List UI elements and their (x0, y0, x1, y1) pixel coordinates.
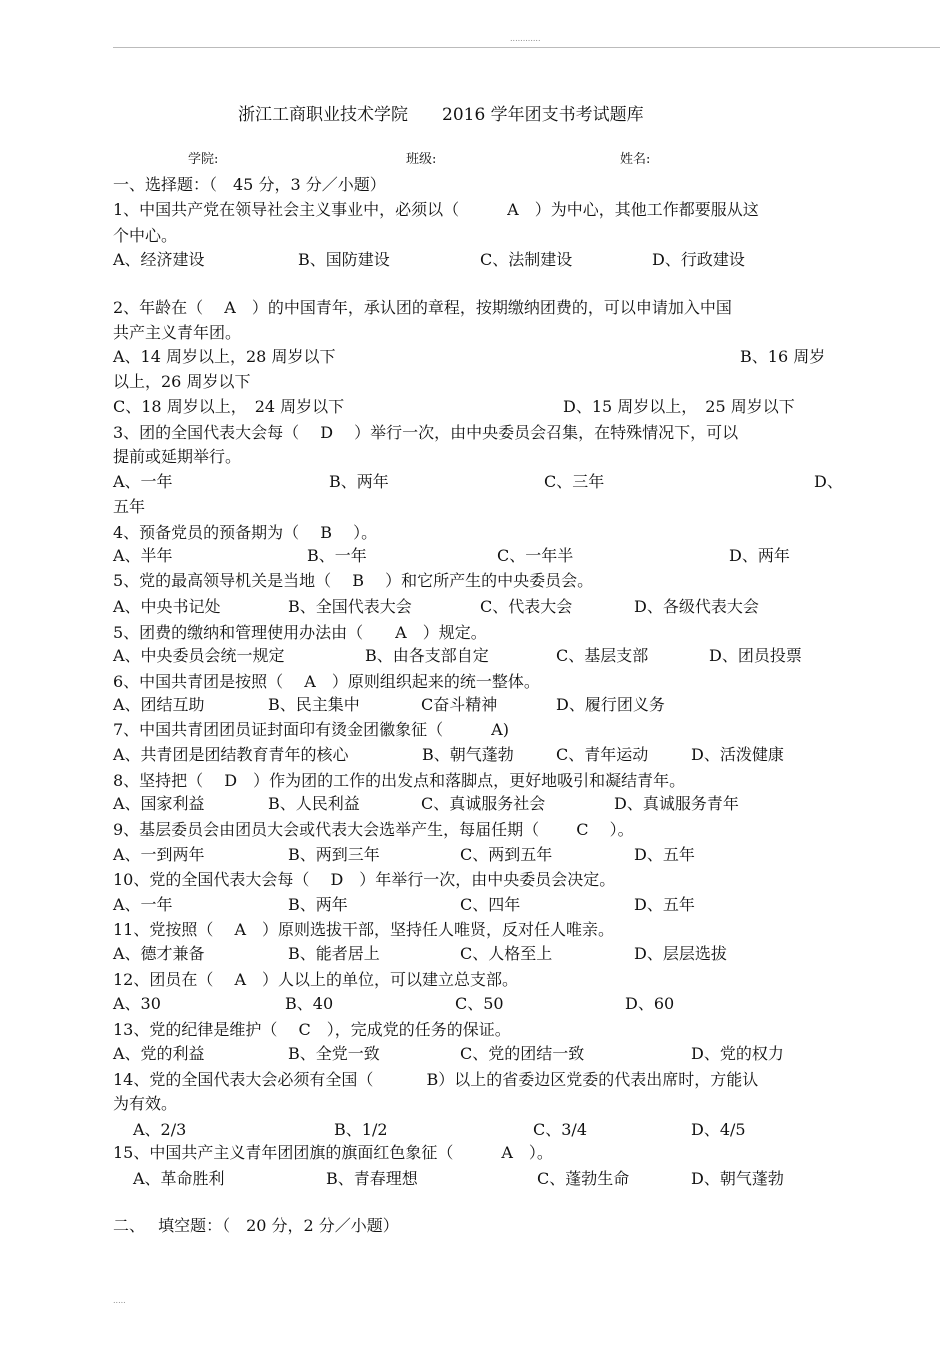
option-b: B、由各支部自定 (365, 646, 489, 665)
option-b: B、民主集中 (268, 695, 360, 714)
question-text: 12、团员在（ A ）人以上的单位，可以建立总支部。 (113, 970, 519, 989)
option-b: B、全国代表大会 (288, 597, 412, 616)
footer-dots: ..... (113, 1296, 126, 1305)
option-b: B、能者居上 (288, 944, 380, 963)
option-b: B、16 周岁 (740, 347, 826, 366)
question-text: 8、坚持把（ D ）作为团的工作的出发点和落脚点，更好地吸引和凝结青年。 (113, 771, 686, 790)
question-text: 4、预备党员的预备期为（ B ）。 (113, 523, 378, 542)
option-a: A、一年 (113, 895, 173, 914)
option-c: C、基层支部 (556, 646, 649, 665)
option-d: D、层层选拔 (634, 944, 727, 963)
option-c: C、一年半 (497, 546, 574, 565)
question-text: 3、团的全国代表大会每（ D ）举行一次，由中央委员会召集，在特殊情况下，可以 (113, 423, 739, 442)
option-c: C、三年 (544, 472, 605, 491)
option-d: D、4/5 (691, 1120, 746, 1139)
option-c: C、四年 (460, 895, 521, 914)
question-text: 6、中国共青团是按照（ A ）原则组织起来的统一整体。 (113, 672, 540, 691)
option-d: D、五年 (634, 845, 695, 864)
option-d: D、真诚服务青年 (614, 794, 739, 813)
option-a: A、半年 (113, 546, 173, 565)
question-text: 11、党按照（ A ）原则选拔干部，坚持任人唯贤，反对任人唯亲。 (113, 920, 615, 939)
field-label-college: 学院: (188, 152, 219, 167)
option-b: B、人民利益 (268, 794, 360, 813)
option-b: B、两到三年 (288, 845, 380, 864)
option-a: A、德才兼备 (113, 944, 205, 963)
section-heading-fill: 二、 填空题：（ 20 分，2 分／小题） (113, 1216, 399, 1235)
option-a: A、中央书记处 (113, 597, 221, 616)
option-c: C、法制建设 (480, 250, 573, 269)
option-a: A、一到两年 (113, 845, 205, 864)
question-text: 15、中国共产主义青年团团旗的旗面红色象征（ A ）。 (113, 1143, 553, 1162)
header-rule (113, 47, 940, 48)
question-text: 个中心。 (113, 226, 178, 245)
question-text: 5、党的最高领导机关是当地（ B ）和它所产生的中央委员会。 (113, 571, 594, 590)
option-d: D、党的权力 (691, 1044, 784, 1063)
question-text: 5、团费的缴纳和管理使用办法由（ A ）规定。 (113, 623, 487, 642)
option-a: A、2/3 (133, 1120, 187, 1139)
question-text: 7、中国共青团团员证封面印有烫金团徽象征（ A) (113, 720, 509, 739)
option-c: C、真诚服务社会 (421, 794, 546, 813)
option-d: D、活泼健康 (691, 745, 784, 764)
question-text: 10、党的全国代表大会每（ D ）年举行一次，由中央委员会决定。 (113, 870, 616, 889)
option-c: C、18 周岁以上， 24 周岁以下 (113, 397, 345, 416)
option-b: B、一年 (307, 546, 367, 565)
option-b: B、1/2 (334, 1120, 388, 1139)
option-d: D、15 周岁以上， 25 周岁以下 (563, 397, 795, 416)
option-d: D、团员投票 (709, 646, 802, 665)
option-b: B、朝气蓬勃 (422, 745, 514, 764)
option-c: C、代表大会 (480, 597, 573, 616)
option-a: A、经济建设 (113, 250, 205, 269)
option-c: C、蓬勃生命 (537, 1169, 630, 1188)
question-text: 13、党的纪律是维护（ C ），完成党的任务的保证。 (113, 1020, 511, 1039)
question-text: 2、年龄在（ A ）的中国青年，承认团的章程，按期缴纳团费的，可以申请加入中国 (113, 298, 732, 317)
option-d: D、朝气蓬勃 (691, 1169, 784, 1188)
option-c: C奋斗精神 (421, 695, 498, 714)
option-d: D、60 (625, 994, 675, 1013)
option-c: C、3/4 (533, 1120, 587, 1139)
page-title: 浙江工商职业技术学院 2016 学年团支书考试题库 (238, 105, 644, 125)
option-c: C、两到五年 (460, 845, 553, 864)
option-b: B、两年 (288, 895, 348, 914)
option-d: D、各级代表大会 (634, 597, 759, 616)
field-label-class: 班级: (406, 152, 437, 167)
option-c: C、50 (455, 994, 504, 1013)
question-text: 提前或延期举行。 (113, 447, 242, 466)
option-b: B、青春理想 (326, 1169, 418, 1188)
option-a: A、团结互助 (113, 695, 205, 714)
option-d: D、两年 (729, 546, 790, 565)
option-b: B、全党一致 (288, 1044, 380, 1063)
header-dots: ............ (510, 34, 541, 43)
question-text: 9、基层委员会由团员大会或代表大会选举产生，每届任期（ C ）。 (113, 820, 634, 839)
option-c: C、党的团结一致 (460, 1044, 585, 1063)
section-heading-choice: 一、选择题：（ 45 分，3 分／小题） (113, 175, 386, 194)
option-d: D、 (814, 472, 843, 491)
option-a: A、共青团是团结教育青年的核心 (113, 745, 349, 764)
option-a: A、革命胜利 (133, 1169, 225, 1188)
option-b-cont: 以上，26 周岁以下 (113, 372, 251, 391)
question-text: 共产主义青年团。 (113, 323, 242, 342)
option-a: A、中央委员会统一规定 (113, 646, 285, 665)
question-text: 1、中国共产党在领导社会主义事业中，必须以（ A ）为中心，其他工作都要服从这 (113, 200, 759, 219)
question-text: 14、党的全国代表大会必须有全国（ B）以上的省委边区党委的代表出席时，方能认 (113, 1070, 759, 1089)
option-b: B、40 (285, 994, 334, 1013)
option-d: D、行政建设 (652, 250, 745, 269)
option-b: B、国防建设 (298, 250, 390, 269)
option-d: D、五年 (634, 895, 695, 914)
option-a: A、一年 (113, 472, 173, 491)
option-d: D、履行团义务 (556, 695, 665, 714)
option-d-cont: 五年 (113, 497, 146, 516)
option-c: C、青年运动 (556, 745, 649, 764)
option-a: A、14 周岁以上，28 周岁以下 (113, 347, 336, 366)
option-a: A、30 (113, 994, 161, 1013)
question-text: 为有效。 (113, 1094, 178, 1113)
option-b: B、两年 (329, 472, 389, 491)
option-c: C、人格至上 (460, 944, 553, 963)
field-label-name: 姓名: (620, 152, 651, 167)
option-a: A、党的利益 (113, 1044, 205, 1063)
option-a: A、国家利益 (113, 794, 205, 813)
